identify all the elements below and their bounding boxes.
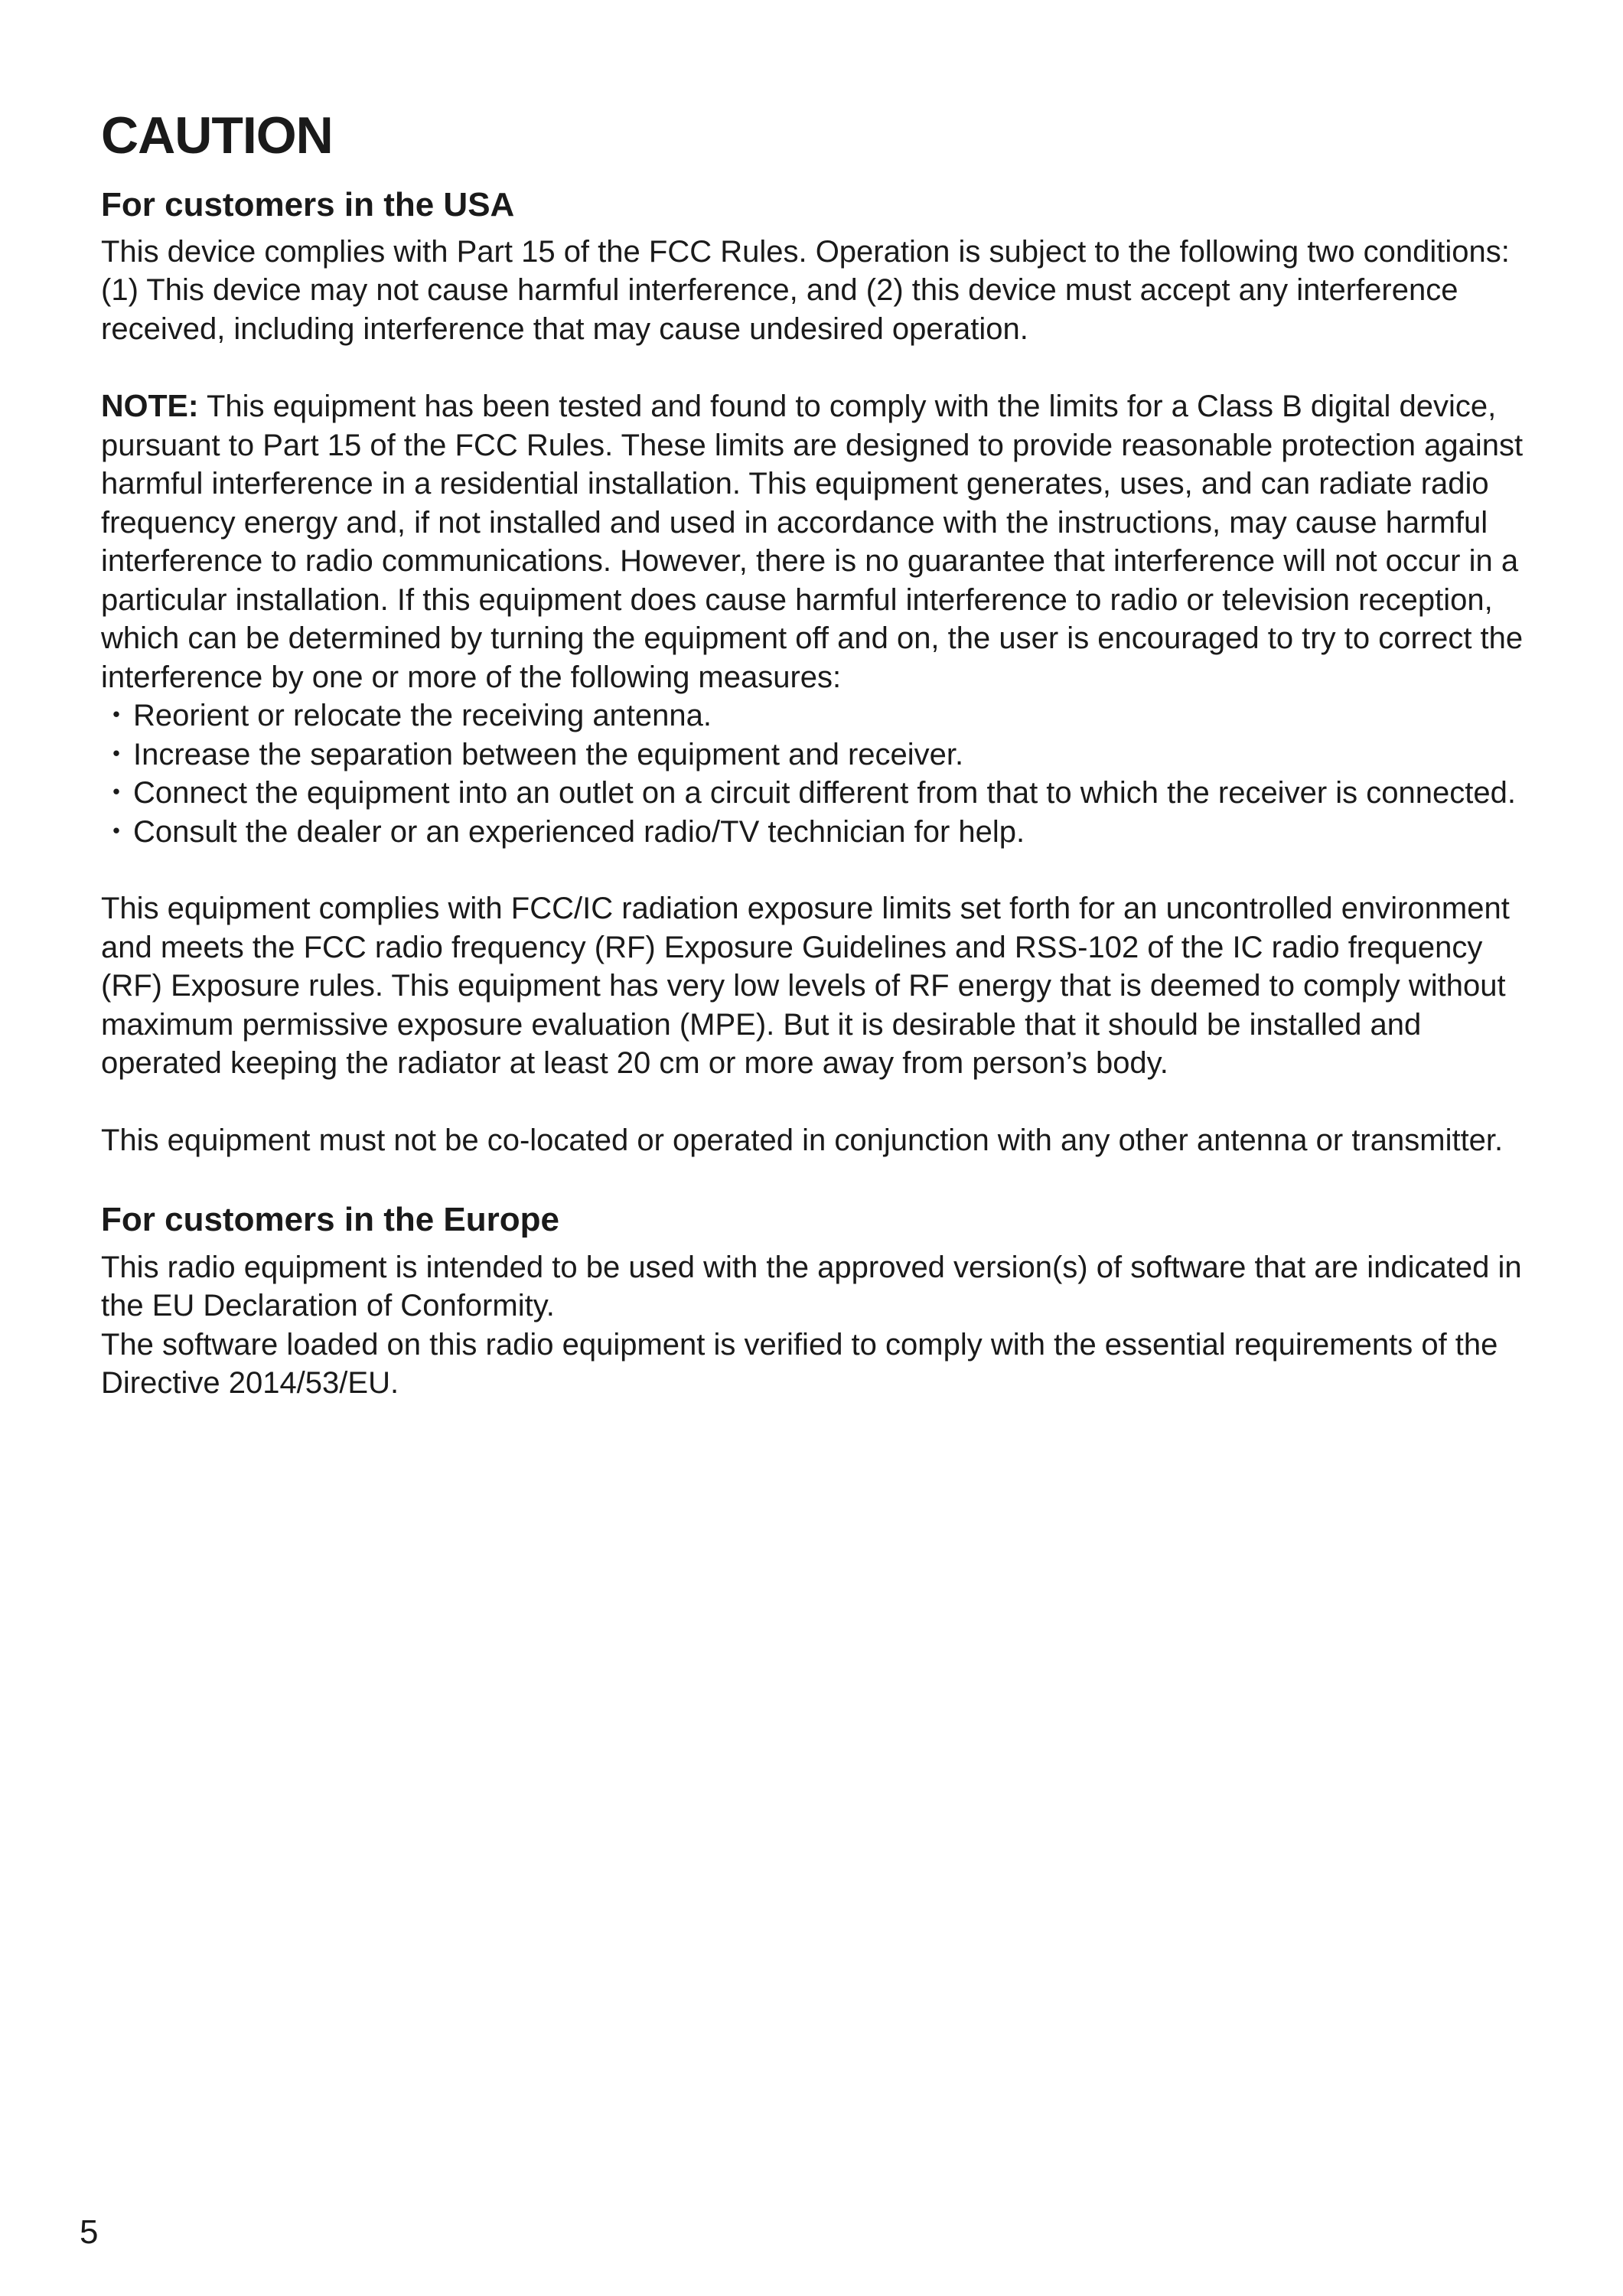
note-label: NOTE: xyxy=(101,388,199,424)
note-paragraph xyxy=(101,386,1540,696)
fcc-intro-paragraph: This device complies with Part 15 of the FCC Rules. Operation is subject to the following two conditions: (1) This device may not cause harmful interference, and (2) this device must accept any interference received, including interference that may cause undesired operation. xyxy=(101,234,1510,346)
colocation-paragraph: This equipment must not be co-located or operated in conjunction with any other antenna or transmitter. xyxy=(101,1123,1504,1157)
page-title: CAUTION xyxy=(101,106,333,165)
list-item xyxy=(101,696,1540,735)
measure-text: Increase the separation between the equipment and receiver. xyxy=(133,737,964,771)
europe-paragraph-1: This radio equipment is intended to be used with the approved version(s) of software that are indicated in the EU Declaration of Conformity. xyxy=(101,1250,1522,1323)
document-page xyxy=(101,107,1540,1403)
bullet-icon: ・ xyxy=(101,699,132,733)
list-item xyxy=(101,735,1540,775)
measure-text: Reorient or relocate the receiving antenna. xyxy=(133,699,712,733)
list-item xyxy=(101,774,1540,813)
europe-heading: For customers in the Europe xyxy=(101,1201,559,1239)
europe-section xyxy=(101,1198,1540,1402)
note-text: This equipment has been tested and found to comply with the limits for a Class B digital device, pursuant to Part 15 of the FCC Rules. These limits are designed to provide reasonable protection against harmful interference in a residential installation. This equipment generates, uses, and can radiate radio frequency energy and, if not installed and used in accordance with the instructions, may cause harmful interference to radio communications. However, there is no guarantee that interference will not occur in a particular installation. If this equipment does cause harmful interference to radio or television reception, which can be determined by turning the equipment off and on, the user is encouraged to try to correct the interference by one or more of the following measures: xyxy=(101,390,1524,694)
radiation-paragraph: This equipment complies with FCC/IC radiation exposure limits set forth for an uncontrolled environment and meets the FCC radio frequency (RF) Exposure Guidelines and RSS-102 of the IC radio frequency (RF) Exposure rules. This equipment has very low levels of RF energy that is deemed to comply without maximum permissive exposure evaluation (MPE). But it is desirable that it should be installed and operated keeping the radiator at least 20 cm or more away from person’s body. xyxy=(101,892,1510,1081)
bullet-icon: ・ xyxy=(101,776,132,810)
page-number: 5 xyxy=(80,2213,99,2251)
measure-text: Consult the dealer or an experienced radio/TV technician for help. xyxy=(133,814,1025,849)
bullet-icon: ・ xyxy=(101,814,132,849)
measure-text: Connect the equipment into an outlet on a circuit different from that to which the receiver is connected. xyxy=(133,776,1516,810)
list-item xyxy=(101,813,1540,852)
europe-paragraph-2: The software loaded on this radio equipment is verified to comply with the essential requirements of the Directive 2014/53/EU. xyxy=(101,1327,1498,1401)
usa-section xyxy=(101,183,1540,1160)
usa-heading: For customers in the USA xyxy=(101,185,515,223)
bullet-icon: ・ xyxy=(101,737,132,771)
measures-list xyxy=(101,696,1540,851)
